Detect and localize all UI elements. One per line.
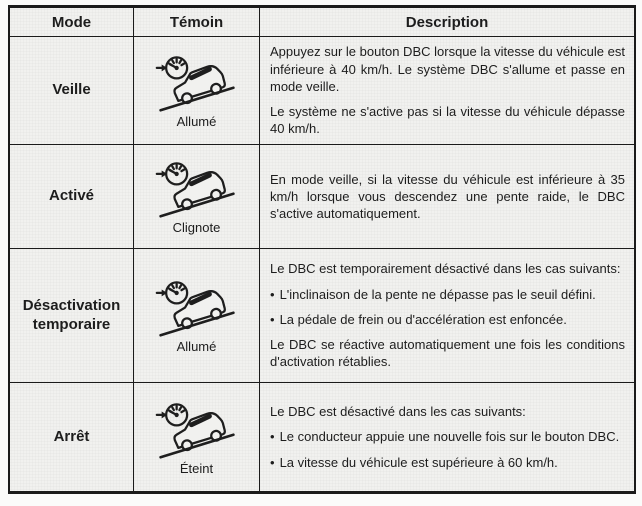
description-paragraph: Appuyez sur le bouton DBC lorsque la vitesse du véhicule est inférieure à 40 km/h. Le système DBC s'allume et passe en mode veille. <box>270 44 625 94</box>
mode-cell-arret <box>10 382 133 491</box>
mode-label: Veille <box>52 81 91 99</box>
temoin-state-label: Éteint <box>179 460 214 476</box>
description-bullet: • La pédale de frein ou d'accélération est enfoncée. <box>270 311 625 328</box>
description-bullet: • La vitesse du véhicule est supérieure à 60 km/h. <box>270 454 625 471</box>
mode-label: Arrêt <box>53 427 90 445</box>
temoin-cell-active <box>133 144 259 248</box>
description-paragraph: Le DBC est désactivé dans les cas suivants: <box>270 404 526 420</box>
dbc-mode-table <box>8 5 636 494</box>
header-temoin <box>133 8 259 36</box>
header-description-label: Description <box>405 13 489 31</box>
description-cell-active <box>259 144 634 248</box>
dbc-downhill-speedometer-icon <box>155 279 239 339</box>
temoin-cell-desactivation-temporaire <box>133 248 259 382</box>
dbc-downhill-speedometer-icon <box>155 401 239 461</box>
description-cell-arret <box>259 382 634 491</box>
header-mode-label: Mode <box>51 13 92 31</box>
dbc-downhill-speedometer-icon <box>155 54 239 114</box>
description-bullet: • L'inclinaison de la pente ne dépasse pas le seuil défini. <box>270 286 625 303</box>
header-temoin-label: Témoin <box>169 13 224 31</box>
mode-cell-veille <box>10 36 133 144</box>
description-paragraph: Le DBC est temporairement désactivé dans les cas suivants: <box>270 261 621 277</box>
temoin-cell-arret <box>133 382 259 491</box>
mode-label: Désactivation temporaire <box>22 296 121 333</box>
mode-cell-desactivation-temporaire <box>10 248 133 382</box>
temoin-cell-veille <box>133 36 259 144</box>
temoin-state-label: Allumé <box>176 114 217 129</box>
description-cell-veille <box>259 36 634 144</box>
mode-label: Activé <box>48 187 95 205</box>
description-paragraph: Le DBC se réactive automatiquement une fois les conditions d'activation rétablies. <box>270 337 625 370</box>
header-mode <box>10 8 133 36</box>
mode-cell-active <box>10 144 133 248</box>
dbc-downhill-speedometer-icon <box>155 160 239 220</box>
header-description <box>259 8 634 36</box>
description-bullet: • Le conducteur appuie une nouvelle fois sur le bouton DBC. <box>270 428 625 445</box>
temoin-state-label: Clignote <box>172 220 221 235</box>
description-cell-desactivation-temporaire <box>259 248 634 382</box>
temoin-state-label: Allumé <box>176 339 217 354</box>
description-paragraph: En mode veille, si la vitesse du véhicule est inférieure à 35 km/h lorsque vous descendez une pente raide, le DBC s'active automatiquement. <box>270 171 625 222</box>
description-paragraph: Le système ne s'active pas si la vitesse du véhicule dépasse 40 km/h. <box>270 104 625 137</box>
